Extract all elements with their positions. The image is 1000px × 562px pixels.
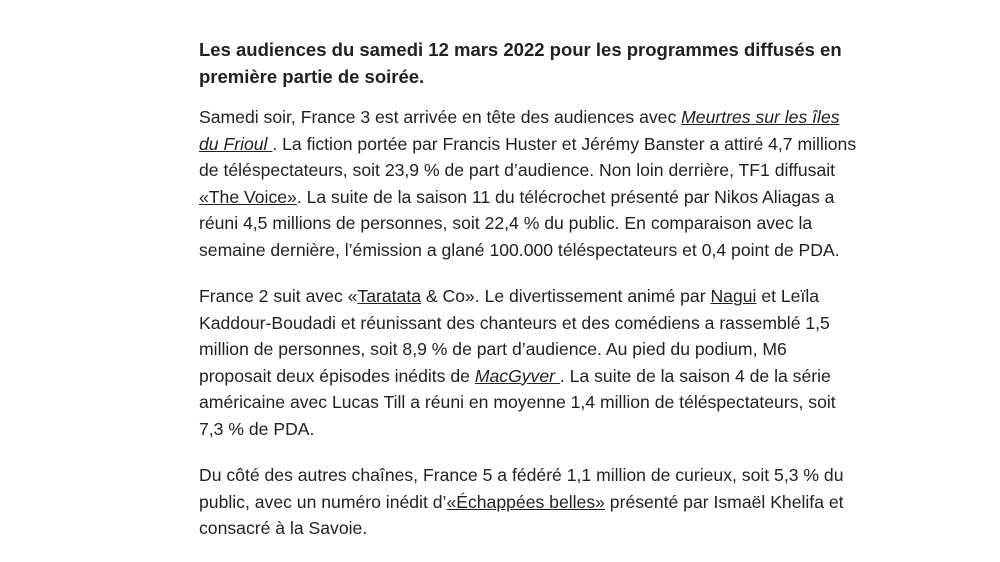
p2-text-1: France 2 suit avec « [199, 286, 358, 306]
link-echappees-belles[interactable]: «Échappées belles» [446, 491, 605, 512]
link-meurtres-frioul[interactable]: Meurtres sur les îles du Frioul [199, 107, 840, 154]
paragraph-2 [199, 283, 859, 442]
p3-text-2: présenté par Ismaël Khelifa et consacré à la Savoie. [199, 491, 844, 538]
p1-text-3: . La suite de la saison 11 du télécrochet présenté par Nikos Aliagas a réuni 4,5 millions de personnes, soit 22,4 % du public. En comparaison avec la semaine dernière, l’émission a glané 100.000 téléspectateurs et 0,4 point de PDA. [199, 186, 840, 260]
p2-text-3: et Leïla Kaddour-Boudadi et réunissant des chanteurs et des comédiens a rassemblé 1,5 million de personnes, soit 8,9 % de part d’audience. Au pied du podium, M6 proposait deux épisodes inédits de [199, 286, 830, 386]
p2-text-2: & Co». Le divertissement animé par [421, 286, 711, 306]
link-the-voice[interactable]: «The Voice» [199, 186, 297, 207]
p1-text-2: . La fiction portée par Francis Huster et Jérémy Banster a attiré 4,7 millions de téléspectateurs, soit 23,9 % de part d’audience. Non loin derrière, TF1 diffusait [199, 133, 857, 180]
link-nagui[interactable]: Nagui [710, 286, 757, 306]
p1-text-1: Samedi soir, France 3 est arrivée en tête des audiences avec [199, 107, 682, 127]
p3-text-1: Du côté des autres chaînes, France 5 a fédéré 1,1 million de curieux, soit 5,3 % du public, avec un numéro inédit d’ [199, 465, 844, 512]
article [199, 36, 859, 562]
paragraph-3 [199, 462, 859, 542]
article-headline: Les audiences du samedi 12 mars 2022 pour les programmes diffusés en première partie de soirée. [199, 39, 842, 87]
paragraph-1 [199, 104, 859, 263]
p2-text-4: . La suite de la saison 4 de la série américaine avec Lucas Till a réuni en moyenne 1,4 million de téléspectateurs, soit 7,3 % de PDA. [199, 365, 836, 439]
link-taratata[interactable]: Taratata [357, 286, 421, 306]
link-macgyver[interactable]: MacGyver [474, 365, 560, 386]
